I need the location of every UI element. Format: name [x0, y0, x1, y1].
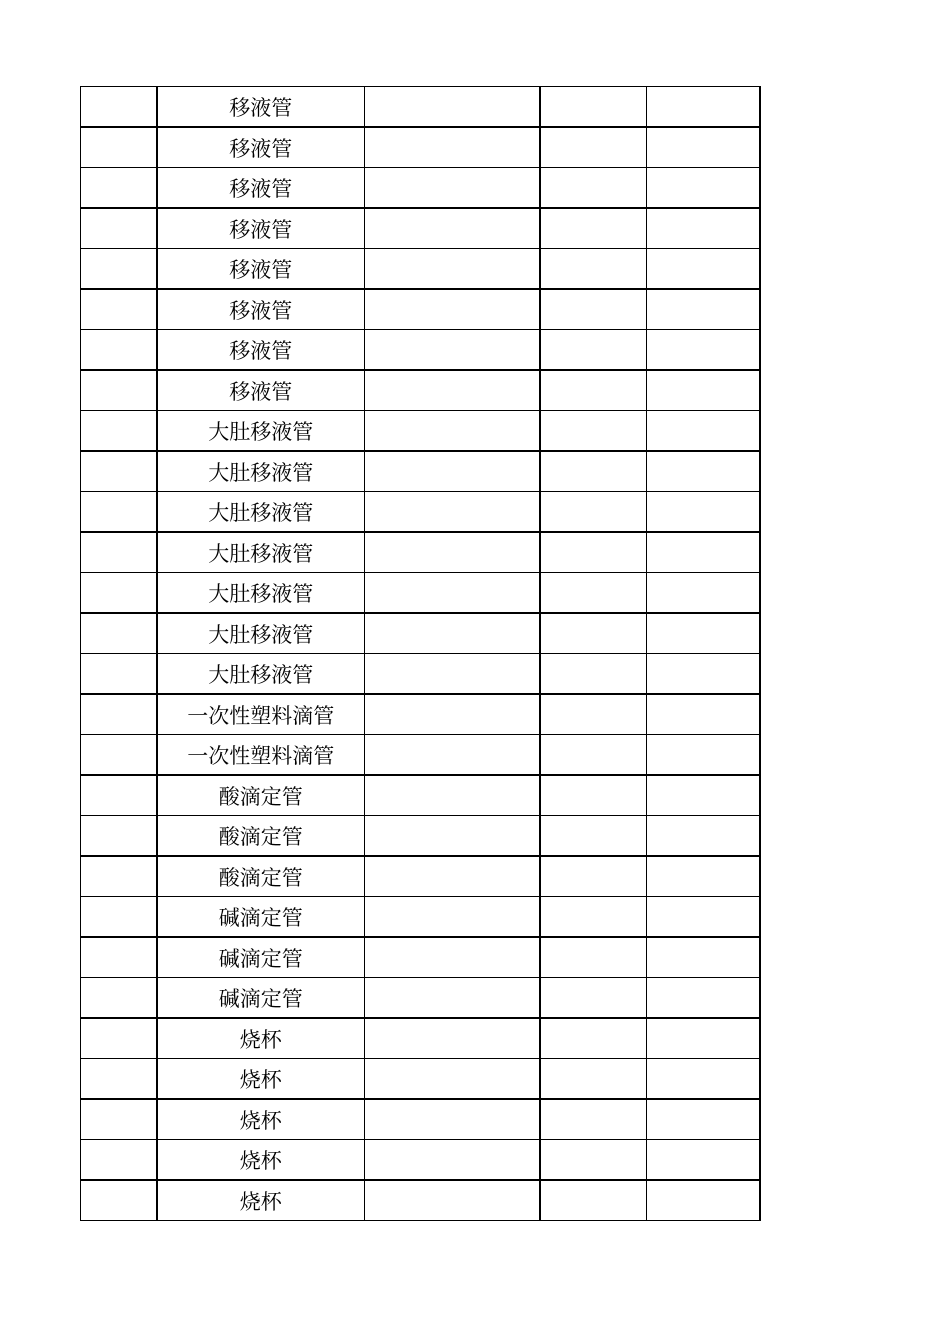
table-row [81, 168, 760, 209]
empty-cell[interactable] [647, 1180, 760, 1221]
empty-cell[interactable] [365, 1099, 540, 1140]
empty-cell[interactable] [540, 1180, 647, 1221]
empty-cell[interactable] [647, 1140, 760, 1181]
table-row [81, 330, 760, 371]
table-row [81, 816, 760, 857]
table-row [81, 532, 760, 573]
empty-cell[interactable] [540, 775, 647, 816]
empty-cell[interactable] [647, 1059, 760, 1100]
empty-cell[interactable] [647, 1099, 760, 1140]
empty-cell[interactable] [540, 168, 647, 209]
empty-cell[interactable] [540, 87, 647, 128]
table-row [81, 1018, 760, 1059]
empty-cell[interactable] [81, 451, 157, 492]
empty-cell[interactable] [365, 1140, 540, 1181]
table-row [81, 370, 760, 411]
empty-cell[interactable] [81, 775, 157, 816]
empty-cell[interactable] [647, 816, 760, 857]
table-row [81, 289, 760, 330]
item-name-cell[interactable]: 烧杯 [157, 1018, 365, 1059]
item-name-cell[interactable]: 碱滴定管 [157, 937, 365, 978]
empty-cell[interactable] [647, 694, 760, 735]
table-row [81, 208, 760, 249]
table-row [81, 654, 760, 695]
table-row [81, 1140, 760, 1181]
table-row [81, 411, 760, 452]
empty-cell[interactable] [647, 411, 760, 452]
empty-cell[interactable] [647, 978, 760, 1019]
empty-cell[interactable] [365, 897, 540, 938]
empty-cell[interactable] [81, 87, 157, 128]
table-row [81, 897, 760, 938]
empty-cell[interactable] [647, 937, 760, 978]
spreadsheet-page [80, 86, 759, 1221]
empty-cell[interactable] [647, 87, 760, 128]
table-row [81, 937, 760, 978]
empty-cell[interactable] [647, 532, 760, 573]
empty-cell[interactable] [365, 775, 540, 816]
item-name-cell[interactable]: 酸滴定管 [157, 816, 365, 857]
empty-cell[interactable] [365, 1180, 540, 1221]
empty-cell[interactable] [81, 411, 157, 452]
empty-cell[interactable] [540, 816, 647, 857]
table-row [81, 856, 760, 897]
item-name-cell[interactable]: 烧杯 [157, 1140, 365, 1181]
item-name-cell[interactable]: 移液管 [157, 249, 365, 290]
empty-cell[interactable] [81, 249, 157, 290]
table-row [81, 613, 760, 654]
empty-cell[interactable] [81, 654, 157, 695]
empty-cell[interactable] [647, 168, 760, 209]
item-name-cell[interactable]: 大肚移液管 [157, 573, 365, 614]
empty-cell[interactable] [647, 370, 760, 411]
item-name-cell[interactable]: 烧杯 [157, 1059, 365, 1100]
empty-cell[interactable] [365, 816, 540, 857]
empty-cell[interactable] [81, 897, 157, 938]
empty-cell[interactable] [540, 289, 647, 330]
item-name-cell[interactable]: 移液管 [157, 168, 365, 209]
empty-cell[interactable] [647, 897, 760, 938]
table-row [81, 451, 760, 492]
item-name-cell[interactable]: 移液管 [157, 289, 365, 330]
empty-cell[interactable] [540, 978, 647, 1019]
empty-cell[interactable] [540, 613, 647, 654]
empty-cell[interactable] [365, 735, 540, 776]
empty-cell[interactable] [365, 208, 540, 249]
empty-cell[interactable] [365, 978, 540, 1019]
item-name-cell[interactable]: 移液管 [157, 330, 365, 371]
empty-cell[interactable] [81, 370, 157, 411]
empty-cell[interactable] [365, 87, 540, 128]
empty-cell[interactable] [540, 127, 647, 168]
empty-cell[interactable] [540, 411, 647, 452]
empty-cell[interactable] [540, 1018, 647, 1059]
empty-cell[interactable] [540, 492, 647, 533]
empty-cell[interactable] [647, 573, 760, 614]
empty-cell[interactable] [365, 249, 540, 290]
empty-cell[interactable] [365, 856, 540, 897]
empty-cell[interactable] [540, 1140, 647, 1181]
empty-cell[interactable] [365, 1059, 540, 1100]
table-row [81, 87, 760, 128]
empty-cell[interactable] [365, 613, 540, 654]
item-name-cell[interactable]: 移液管 [157, 87, 365, 128]
table-row [81, 978, 760, 1019]
empty-cell[interactable] [81, 289, 157, 330]
empty-cell[interactable] [81, 978, 157, 1019]
empty-cell[interactable] [540, 694, 647, 735]
empty-cell[interactable] [540, 735, 647, 776]
item-name-cell[interactable]: 大肚移液管 [157, 492, 365, 533]
item-name-cell[interactable]: 烧杯 [157, 1099, 365, 1140]
empty-cell[interactable] [81, 735, 157, 776]
item-name-cell[interactable]: 大肚移液管 [157, 532, 365, 573]
empty-cell[interactable] [540, 249, 647, 290]
empty-cell[interactable] [365, 168, 540, 209]
empty-cell[interactable] [365, 1018, 540, 1059]
empty-cell[interactable] [81, 573, 157, 614]
empty-cell[interactable] [540, 654, 647, 695]
item-name-cell[interactable]: 酸滴定管 [157, 775, 365, 816]
empty-cell[interactable] [365, 694, 540, 735]
empty-cell[interactable] [81, 937, 157, 978]
item-name-cell[interactable]: 一次性塑料滴管 [157, 735, 365, 776]
empty-cell[interactable] [81, 1099, 157, 1140]
item-name-cell[interactable]: 大肚移液管 [157, 451, 365, 492]
empty-cell[interactable] [81, 694, 157, 735]
item-name-cell[interactable]: 大肚移液管 [157, 411, 365, 452]
empty-cell[interactable] [365, 532, 540, 573]
empty-cell[interactable] [365, 370, 540, 411]
empty-cell[interactable] [540, 573, 647, 614]
empty-cell[interactable] [647, 127, 760, 168]
empty-cell[interactable] [540, 856, 647, 897]
empty-cell[interactable] [81, 492, 157, 533]
table-row [81, 775, 760, 816]
table-row [81, 694, 760, 735]
empty-cell[interactable] [81, 1059, 157, 1100]
empty-cell[interactable] [540, 451, 647, 492]
empty-cell[interactable] [647, 735, 760, 776]
empty-cell[interactable] [647, 613, 760, 654]
empty-cell[interactable] [81, 613, 157, 654]
empty-cell[interactable] [540, 1059, 647, 1100]
empty-cell[interactable] [81, 208, 157, 249]
empty-cell[interactable] [365, 937, 540, 978]
empty-cell[interactable] [647, 654, 760, 695]
empty-cell[interactable] [647, 775, 760, 816]
equipment-table [80, 86, 761, 1221]
empty-cell[interactable] [365, 411, 540, 452]
empty-cell[interactable] [647, 856, 760, 897]
empty-cell[interactable] [81, 1018, 157, 1059]
empty-cell[interactable] [365, 127, 540, 168]
table-row [81, 492, 760, 533]
empty-cell[interactable] [365, 654, 540, 695]
empty-cell[interactable] [647, 492, 760, 533]
item-name-cell[interactable]: 移液管 [157, 127, 365, 168]
item-name-cell[interactable]: 烧杯 [157, 1180, 365, 1221]
empty-cell[interactable] [647, 451, 760, 492]
empty-cell[interactable] [365, 330, 540, 371]
empty-cell[interactable] [540, 1099, 647, 1140]
empty-cell[interactable] [540, 532, 647, 573]
item-name-cell[interactable]: 一次性塑料滴管 [157, 694, 365, 735]
item-name-cell[interactable]: 大肚移液管 [157, 654, 365, 695]
empty-cell[interactable] [81, 330, 157, 371]
empty-cell[interactable] [365, 289, 540, 330]
empty-cell[interactable] [365, 492, 540, 533]
item-name-cell[interactable]: 碱滴定管 [157, 897, 365, 938]
item-name-cell[interactable]: 酸滴定管 [157, 856, 365, 897]
empty-cell[interactable] [540, 330, 647, 371]
table-row [81, 573, 760, 614]
empty-cell[interactable] [81, 816, 157, 857]
table-row [81, 1180, 760, 1221]
empty-cell[interactable] [81, 856, 157, 897]
table-row [81, 1099, 760, 1140]
item-name-cell[interactable]: 碱滴定管 [157, 978, 365, 1019]
empty-cell[interactable] [540, 370, 647, 411]
table-row [81, 1059, 760, 1100]
empty-cell[interactable] [647, 208, 760, 249]
empty-cell[interactable] [647, 1018, 760, 1059]
empty-cell[interactable] [81, 532, 157, 573]
table-body [81, 87, 760, 1221]
table-row [81, 735, 760, 776]
empty-cell[interactable] [540, 897, 647, 938]
empty-cell[interactable] [647, 289, 760, 330]
table-row [81, 249, 760, 290]
empty-cell[interactable] [81, 168, 157, 209]
empty-cell[interactable] [365, 573, 540, 614]
empty-cell[interactable] [81, 1140, 157, 1181]
empty-cell[interactable] [540, 937, 647, 978]
item-name-cell[interactable]: 移液管 [157, 370, 365, 411]
empty-cell[interactable] [540, 208, 647, 249]
empty-cell[interactable] [81, 127, 157, 168]
item-name-cell[interactable]: 大肚移液管 [157, 613, 365, 654]
empty-cell[interactable] [647, 249, 760, 290]
table-row [81, 127, 760, 168]
empty-cell[interactable] [365, 451, 540, 492]
empty-cell[interactable] [647, 330, 760, 371]
empty-cell[interactable] [81, 1180, 157, 1221]
item-name-cell[interactable]: 移液管 [157, 208, 365, 249]
